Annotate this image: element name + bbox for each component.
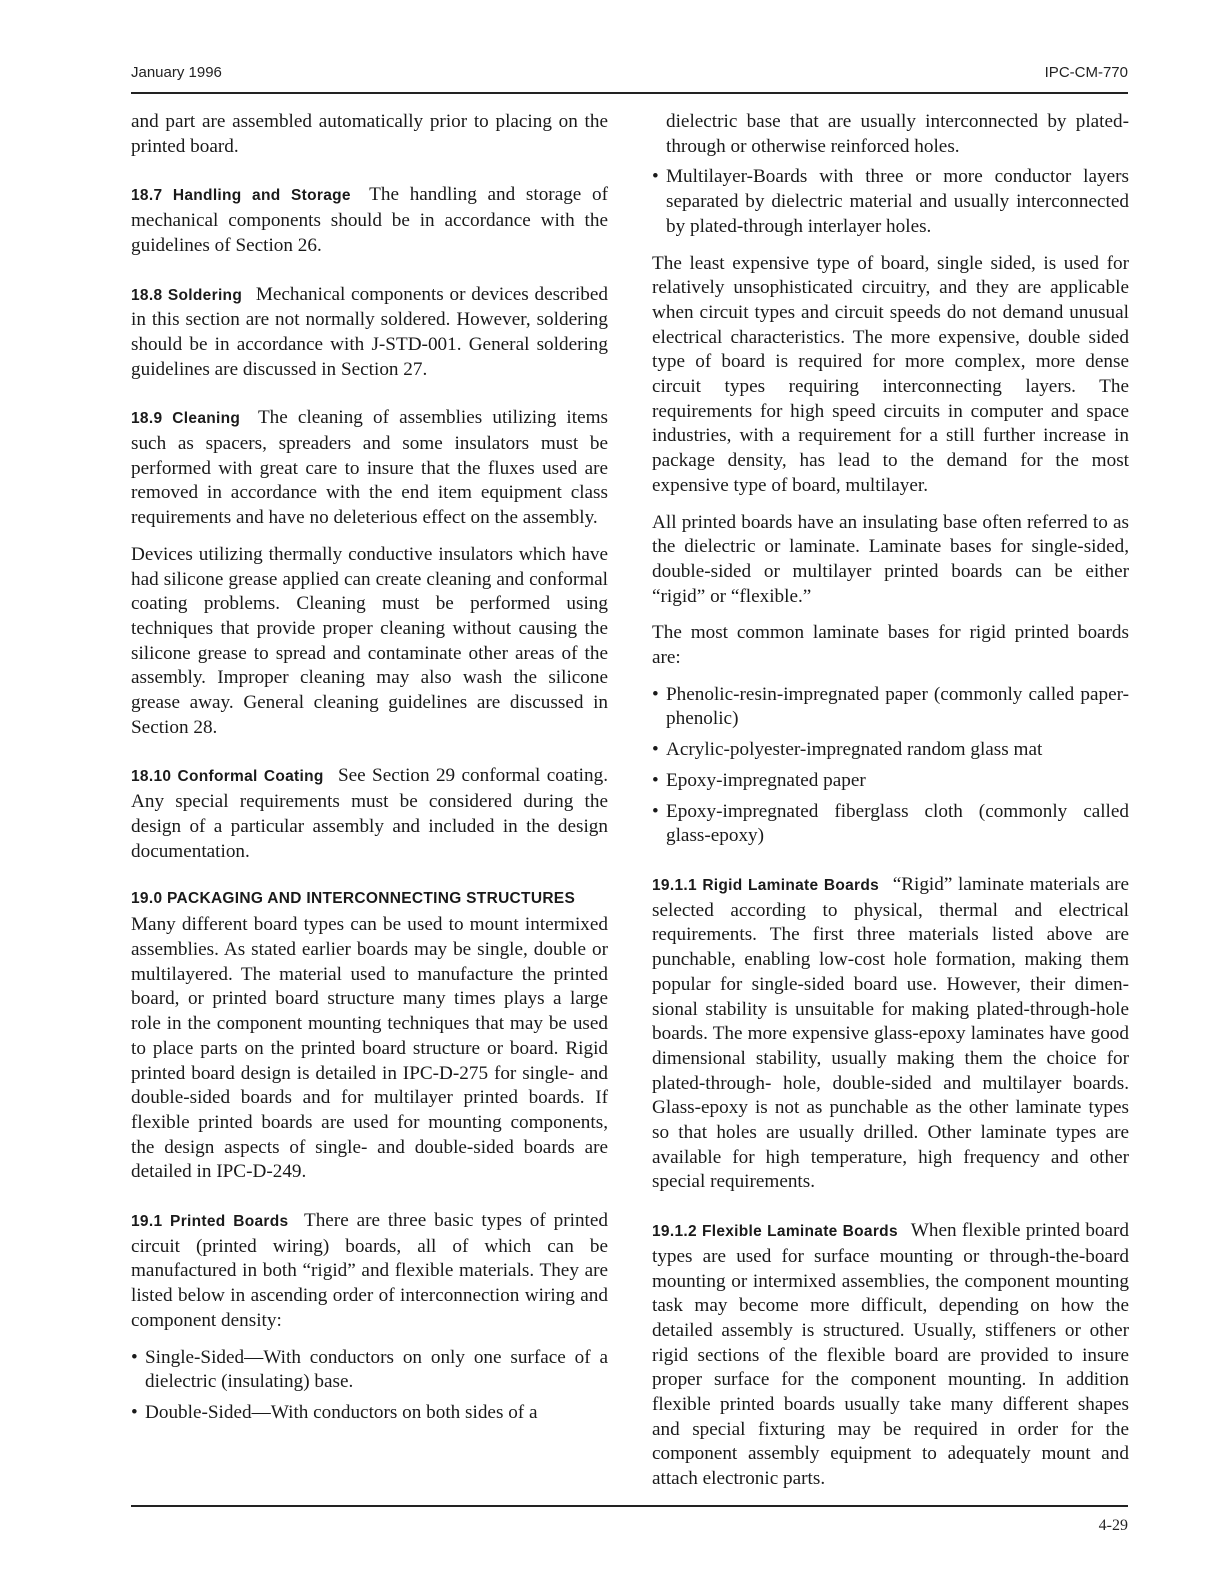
section-18-10 — [131, 764, 608, 864]
right-column — [652, 110, 1129, 1504]
section-heading: 19.1.2 Flexible Laminate Boards — [652, 1223, 898, 1241]
list-item: • Single-Sided—With conductors on only one surface of a dielectric (insulating) base. — [131, 1346, 608, 1395]
section-text: The cleaning of assemblies utilizing items such as spacers, spreaders and some insulators must be performed with great care to insure that the fluxes used are removed in accordance with the end item equipment class requirements and have no deleterious effect on the assembly. — [131, 407, 608, 529]
section-text: Mechanical components or devices described in this section are not normally soldered. However, soldering should be in accordance with J-STD-001. General soldering guidelines are discussed in Section 27. — [131, 283, 608, 380]
section-heading: 18.8 Soldering — [131, 286, 243, 304]
board-types-list-continued — [652, 165, 1129, 239]
section-heading: 18.10 Conformal Coating — [131, 768, 324, 786]
header-date: January 1996 — [131, 64, 222, 81]
page-footer — [131, 1505, 1128, 1534]
section-19-1-1 — [652, 873, 1129, 1195]
base-paragraph: All printed boards have an insulating base often referred to as the dielectric or laminate. Laminate bases for single-sided, double-sided or multilayer printed boards can be either “rigid” or “flexible.” — [652, 511, 1129, 607]
section-heading: 18.7 Handling and Storage — [131, 187, 351, 205]
header-doc-id: IPC-CM-770 — [1044, 64, 1128, 81]
section-text: There are three basic types of printed circuit (printed wiring) boards, all of which can be manufactured in both “rigid” and flexible materials. They are listed below in ascending order of interconnection wiring and component density: — [131, 1210, 608, 1331]
section-18-9 — [131, 406, 608, 531]
section-19-1-2 — [652, 1219, 1129, 1492]
list-item: • Epoxy-impregnated paper — [652, 769, 1129, 794]
common-laminate-paragraph: The most common laminate bases for rigid printed boards are: — [652, 622, 1129, 669]
section-text: “Rigid” laminate materials are selected according to physical, thermal and electrical requirements. The first three materials listed above are punchable, enabling low-cost hole formation, making them popular for single-sided board use. However, their dimensional stability is unsuitable for making plated-through-hole boards. The more expensive glass-epoxy laminates have good dimensional stability, usually making them the choice for plated-through- hole, double-sided and multilayer boards. Glass-epoxy is not as punchable as the other laminate types so that holes are usually drilled. Other laminate types are available for high temperature, high frequency and other special requirements. — [652, 873, 1130, 1193]
board-types-list — [131, 1346, 608, 1426]
list-item: • Acrylic-polyester-impregnated random glass mat — [652, 738, 1129, 763]
section-18-8 — [131, 283, 608, 383]
section-text: See Section 29 conformal coating. Any special requirements must be considered during the design of a particular assembly and included in the design documentation. — [131, 765, 608, 862]
section-18-9-paragraph-2: Devices utilizing thermally conductive insulators which have had silicone grease applied can create cleaning and conformal coating problems. Cleaning must be performed using techniques that provide proper cleaning without causing the silicone grease to spread and contaminate other areas of the assembly. Improper cleaning may also wash the silicone grease away. General cleaning guidelines are discussed in Section 28. — [131, 543, 608, 738]
section-19-0-text: Many different board types can be used to mount intermixed assemblies. As stated earlier boards may be single, double or multilayered. The material used to manufacture the printed board, or printed board structure many times plays a large role in the component mounting techniques that may be used to place parts on the printed board structure or board. Rigid printed board design is detailed in IPC-D-275 for single- and double-sided boards and for multilayer printed boards. If flexible printed boards are used for mounting components, the design aspects of single- and double-sided boards are detailed in IPC-D-249. — [131, 914, 608, 1183]
section-text: The handling and storage of mechanical components should be in accordance with the guidelines of Section 26. — [131, 184, 608, 256]
cost-paragraph: The least expensive type of board, single sided, is used for relatively unsophisticated circuitry, and they are applicable when circuit types and circuit speeds do not demand unusual electrical characteristics. The more expensive, double sided type of board is required for more complex, more dense circuit types requiring interconnecting layers. The requirements for high speed circuits in computer and space industries, with a requirement for a still further increase in package density, has lead to the demand for the most expensive type of board, multilayer. — [652, 252, 1129, 496]
section-19-0-heading: 19.0 PACKAGING AND INTERCONNECTING STRUCTURES — [131, 890, 576, 908]
laminate-list — [652, 683, 1129, 849]
section-19-1 — [131, 1209, 608, 1334]
section-18-7 — [131, 183, 608, 258]
bullet-continuation: dielectric base that are usually interconnected by plated-through or otherwise reinforced holes. — [666, 111, 1129, 157]
section-heading: 19.1.1 Rigid Laminate Boards — [652, 876, 880, 894]
section-text: When flexible printed board types are used for surface mounting or through-the-board mounting or intermixed assemblies, the component mounting task may become more difficult, depending on how the detailed assembly is structured. Usually, stiffeners or other rigid sections of the flexible board are provided to insure proper surface for the component mounting. In addition flexible printed boards usually take many different shapes and special fixturing may be required in order for the component assembly equipment to adequately mount and attach electronic parts. — [652, 1220, 1130, 1490]
list-item: • Double-Sided—With conductors on both sides of a — [131, 1401, 608, 1426]
section-heading: 18.9 Cleaning — [131, 410, 241, 428]
left-column — [131, 110, 608, 1438]
page-number: 4-29 — [1098, 1517, 1128, 1534]
list-item: • Multilayer-Boards with three or more conductor layers separated by dielectric material and usually interconnected by plated-through interlayer holes. — [652, 165, 1129, 239]
intro-paragraph: and part are assembled automatically prior to placing on the printed board. — [131, 111, 608, 157]
list-item: • Epoxy-impregnated fiberglass cloth (commonly called glass-epoxy) — [652, 800, 1129, 849]
section-heading: 19.1 Printed Boards — [131, 1213, 289, 1231]
page-header — [131, 64, 1128, 94]
list-item: • Phenolic-resin-impregnated paper (commonly called paper-phenolic) — [652, 683, 1129, 732]
